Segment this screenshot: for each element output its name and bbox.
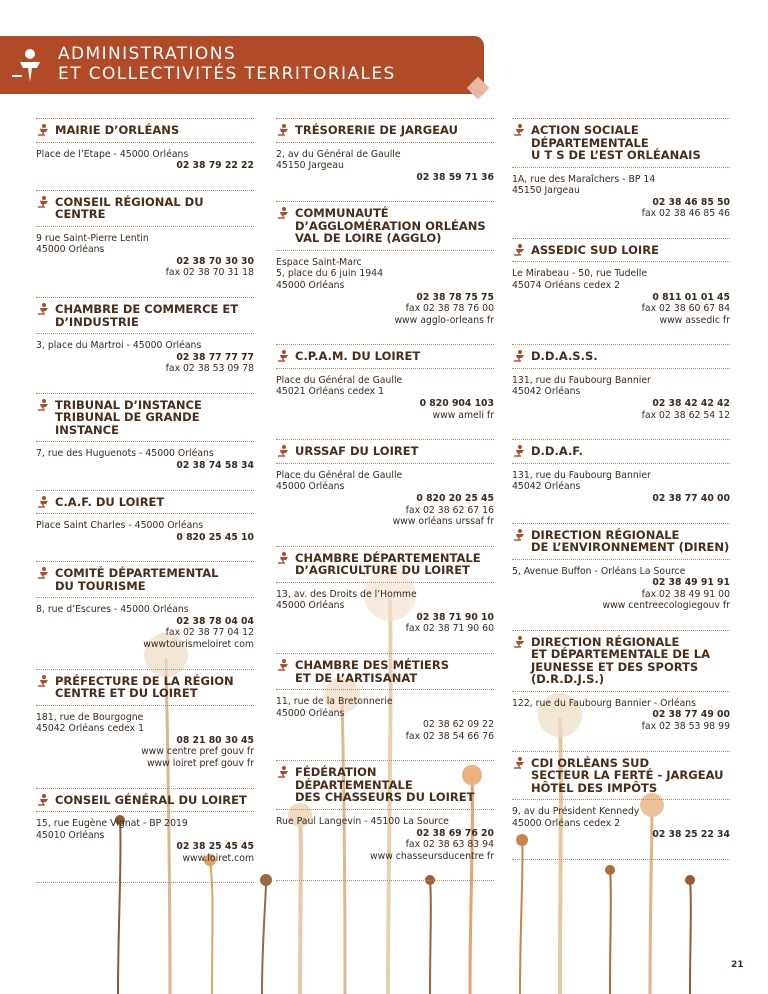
section-title-line2: ET COLLECTIVITÉS TERRITORIALES [58,64,396,84]
directory-entry [36,490,254,550]
pen-pin-icon [36,195,50,208]
entry-phone: 0 820 20 25 45 [416,492,494,504]
entry-title: C.P.A.M. DU LOIRET [295,349,421,364]
entry-address: 2, av du Général de Gaulle 45150 Jargeau [276,148,401,172]
pen-pin-icon [276,551,290,564]
pen-pin-icon [276,765,290,778]
directory-entry [276,653,494,748]
entry-title: DIRECTION RÉGIONALE DE L’ENVIRONNEMENT (DIREN) [531,527,730,554]
entry-contact: fax 02 38 78 76 00 [405,303,494,315]
entry-phone: 0 820 25 45 10 [176,531,254,543]
entry-heading [276,653,494,690]
entry-heading [36,297,254,334]
entry-heading [36,788,254,813]
page-number: 21 [731,960,744,970]
entry-website[interactable]: www loiret pref gouv fr [146,757,254,769]
entry-heading [512,238,730,263]
directory-entry [512,344,730,427]
entry-phone: 02 38 42 42 42 [652,398,730,410]
entry-address: 5, Avenue Buffon - Orléans La Source [512,565,686,577]
entry-title: CHAMBRE DES MÉTIERS ET DE L’ARTISANAT [295,658,449,685]
entry-title: COMMUNAUTÉ D’AGGLOMÉRATION ORLÉANS VAL DE LOIRE (AGGLO) [295,206,486,246]
pen-pin-icon [512,349,526,362]
entry-website[interactable]: www ameli fr [432,409,494,421]
entry-address: Le Mirabeau - 50, rue Tudelle 45074 Orléans cedex 2 [512,268,648,291]
entry-title: CONSEIL GÉNÉRAL DU LOIRET [55,792,247,807]
entry-heading [36,669,254,706]
entry-phone: 02 38 71 90 10 [416,611,494,623]
entry-body [276,143,494,190]
entry-heading [512,630,730,692]
entry-body [512,262,730,332]
entry-title: TRÉSORERIE DE JARGEAU [295,123,458,137]
entry-website[interactable]: www agglo-orleans fr [394,314,494,326]
pen-pin-icon [512,528,526,541]
entry-title: MAIRIE D’ORLÉANS [55,123,180,137]
entry-phone: 02 38 25 22 34 [652,829,730,841]
column-3 [512,118,730,860]
directory-entry [512,439,730,510]
entry-address: Place du Général de Gaulle 45021 Orléans cedex 1 [276,374,403,398]
entry-title: ACTION SOCIALE DÉPARTEMENTALE U T S DE L’EST ORLÉANAIS [531,123,701,162]
entry-website[interactable]: www chasseursducentre fr [370,850,494,862]
entry-body [36,143,254,178]
entry-heading [36,561,254,598]
entry-contact: fax 02 38 49 91 00 [641,588,730,600]
entry-body [36,442,254,477]
directory-entry [36,297,254,381]
entry-title: CDI ORLÉANS SUD SECTEUR LA FERTÉ - JARGEAU HÔTEL DES IMPÔTS [531,755,724,795]
entry-phone: 02 38 77 40 00 [652,492,730,504]
entry-contact: fax 02 38 71 90 60 [405,623,494,635]
entry-address: 9, av du Président Kennedy 45000 Orléans cedex 2 [512,806,640,829]
entry-phone: 02 38 79 22 22 [176,160,254,172]
entry-phone: 02 38 78 04 04 [176,615,254,627]
pen-pin-icon [512,123,526,136]
entry-body [36,598,254,656]
entry-address: 181, rue de Bourgogne 45042 Orléans cedex 1 [36,711,145,735]
entry-contact: fax 02 38 77 04 12 [165,627,254,639]
entry-address: 122, rue du Faubourg Bannier - Orléans [512,697,696,709]
entry-heading [512,523,730,560]
directory-entry [36,788,254,871]
entry-title: CHAMBRE DE COMMERCE ET D’INDUSTRIE [55,302,239,329]
entry-heading [512,344,730,369]
entry-address: 9 rue Saint-Pierre Lentin 45000 Orléans [36,232,149,256]
entry-title: ASSEDIC SUD LOIRE [531,242,659,257]
pen-pin-icon [276,206,290,219]
entry-heading [512,439,730,464]
column-end-rule [512,859,730,860]
entry-contact: fax 02 38 60 67 84 [641,303,730,315]
entry-website[interactable]: www orléans urssaf fr [392,516,494,528]
entry-contact: fax 02 38 62 54 12 [641,409,730,421]
entry-address: Place du Général de Gaulle 45000 Orléans [276,469,403,493]
entry-heading [276,201,494,251]
pen-pin-icon [512,243,526,256]
pen-pin-icon [36,674,50,687]
entry-phone: 02 38 74 58 34 [176,459,254,471]
entry-body [512,464,730,511]
entry-body [276,464,494,534]
entry-heading [276,118,494,143]
entry-phone: 02 38 49 91 91 [652,577,730,589]
entry-address: 1A, rue des Maraîchers - BP 14 45150 Jargeau [512,173,656,197]
pen-pin-icon [36,123,50,136]
directory-entry [36,190,254,285]
entry-address: 11, rue de la Bretonnerie 45000 Orléans [276,696,393,719]
entry-phone: 02 38 25 45 45 [176,841,254,853]
directory-entry [276,760,494,868]
entry-title: D.D.A.S.S. [531,349,598,364]
pen-pin-icon [276,658,290,671]
directory-entry [512,630,730,739]
entry-body [512,692,730,739]
entry-website[interactable]: www assedic fr [659,314,730,326]
entry-contact: 02 38 62 09 22 [423,719,494,731]
directory-entry [36,393,254,478]
entry-body [276,690,494,748]
entry-address: Place de l’Etape - 45000 Orléans [36,148,189,160]
entry-address: 13, av. des Droits de l’Homme 45000 Orléans [276,588,417,612]
entry-contact: fax 02 38 63 83 94 [405,839,494,851]
entry-website[interactable]: www.loiret.com [182,852,254,864]
directory-entry [36,669,254,776]
entry-address: 15, rue Eugène Vignat - BP 2019 45010 Orléans [36,818,188,841]
column-end-rule [36,882,254,883]
pen-pin-icon [36,398,50,411]
entry-website[interactable]: www centre pref gouv fr [141,746,254,758]
entry-title: DIRECTION RÉGIONALE ET DÉPARTEMENTALE DE LA JEUNESSE ET DES SPORTS (D.R.D.J.S.) [531,634,711,687]
entry-phone: 02 38 69 76 20 [416,827,494,839]
entry-contact: fax 02 38 62 67 16 [405,504,494,516]
directory-entry [36,561,254,656]
entry-body [276,251,494,333]
entry-heading [512,118,730,168]
entry-heading [276,439,494,464]
entry-title: COMITÉ DÉPARTEMENTAL DU TOURISME [55,566,219,593]
pen-pin-icon [512,756,526,769]
directory-entry [276,439,494,533]
entry-title: PRÉFECTURE DE LA RÉGION CENTRE ET DU LOIRET [55,673,234,701]
entry-contact: fax 02 38 54 66 76 [405,730,494,742]
entry-contact: fax 02 38 46 85 46 [641,208,730,220]
entry-phone: 02 38 77 77 77 [176,351,254,363]
entry-heading [512,751,730,801]
entry-address: Rue Paul Langevin - 45100 La Source [276,815,449,827]
entry-phone: 02 38 59 71 36 [416,171,494,183]
section-title-line1: ADMINISTRATIONS [58,44,237,64]
entry-title: URSSAF DU LOIRET [295,444,419,459]
pen-pin-icon [512,635,526,648]
pen-pin-icon [36,793,50,806]
entry-contact: fax 02 38 53 09 78 [165,363,254,375]
directory-entry [512,751,730,847]
directory-entry [276,546,494,641]
entry-heading [36,490,254,515]
pen-pin-icon [276,349,290,362]
entry-heading [36,118,254,143]
entry-body [36,706,254,776]
entry-body [512,369,730,427]
pen-pin-icon [36,495,50,508]
entry-phone: 02 38 70 30 30 [176,255,254,267]
entry-body [36,334,254,381]
entry-title: C.A.F. DU LOIRET [55,494,165,509]
entry-heading [276,344,494,369]
entry-heading [276,546,494,583]
directory-entry [276,201,494,332]
entry-phone: 08 21 80 30 45 [176,734,254,746]
column-2 [276,118,494,881]
entry-contact: fax 02 38 70 31 18 [165,267,254,279]
directory-entry [512,118,730,226]
entry-body [36,812,254,870]
entry-body [36,227,254,285]
entry-title: CHAMBRE DÉPARTEMENTALE D’AGRICULTURE DU LOIRET [295,550,481,578]
entry-phone: 02 38 78 75 75 [416,291,494,303]
entry-body [512,560,730,618]
entry-heading [36,190,254,227]
entry-phone: 0 820 904 103 [419,398,494,410]
directory-entry [512,523,730,618]
directory-entry [276,344,494,427]
entry-address: 131, rue du Faubourg Bannier 45042 Orléans [512,469,651,493]
entry-body [512,168,730,226]
entry-heading [276,760,494,810]
entry-heading [36,393,254,443]
entry-address: Espace Saint-Marc 5, place du 6 juin 1944 45000 Orléans [276,256,383,291]
entry-title: TRIBUNAL D’INSTANCE TRIBUNAL DE GRANDE INSTANCE [55,397,202,437]
entry-contact: fax 02 38 53 98 99 [641,721,730,733]
pen-pin-icon [36,566,50,579]
pen-pin-icon [512,444,526,457]
entry-body [276,369,494,427]
entry-phone: 02 38 46 85 50 [652,196,730,208]
entry-phone: 02 38 77 49 00 [652,709,730,721]
entry-body [512,800,730,847]
entry-website[interactable]: wwwtourismeloiret com [143,639,254,650]
directory-entry [512,238,730,332]
entry-address: 7, rue des Huguenots - 45000 Orléans [36,448,214,460]
entry-title: FÉDÉRATION DÉPARTEMENTALE DES CHASSEURS DU LOIRET [295,765,475,805]
entry-address: 3, place du Martroi - 45000 Orléans [36,340,202,352]
pen-pin-icon [36,302,50,315]
entry-address: Place Saint Charles - 45000 Orléans [36,520,204,532]
entry-body [36,514,254,549]
entry-body [276,810,494,868]
pen-pin-icon [276,444,290,457]
directory-entry [276,118,494,189]
directory-entry [36,118,254,178]
pen-pin-icon [276,123,290,136]
entry-website[interactable]: www centreecologiegouv fr [602,600,730,612]
entry-address: 8, rue d’Escures - 45000 Orléans [36,604,189,616]
entry-address: 131, rue du Faubourg Bannier 45042 Orléans [512,374,651,398]
entry-title: CONSEIL RÉGIONAL DU CENTRE [55,194,204,222]
entry-phone: 0 811 01 01 45 [652,291,730,303]
column-1 [36,118,254,883]
entry-body [276,583,494,641]
column-end-rule [276,880,494,881]
entry-title: D.D.A.F. [531,444,583,459]
